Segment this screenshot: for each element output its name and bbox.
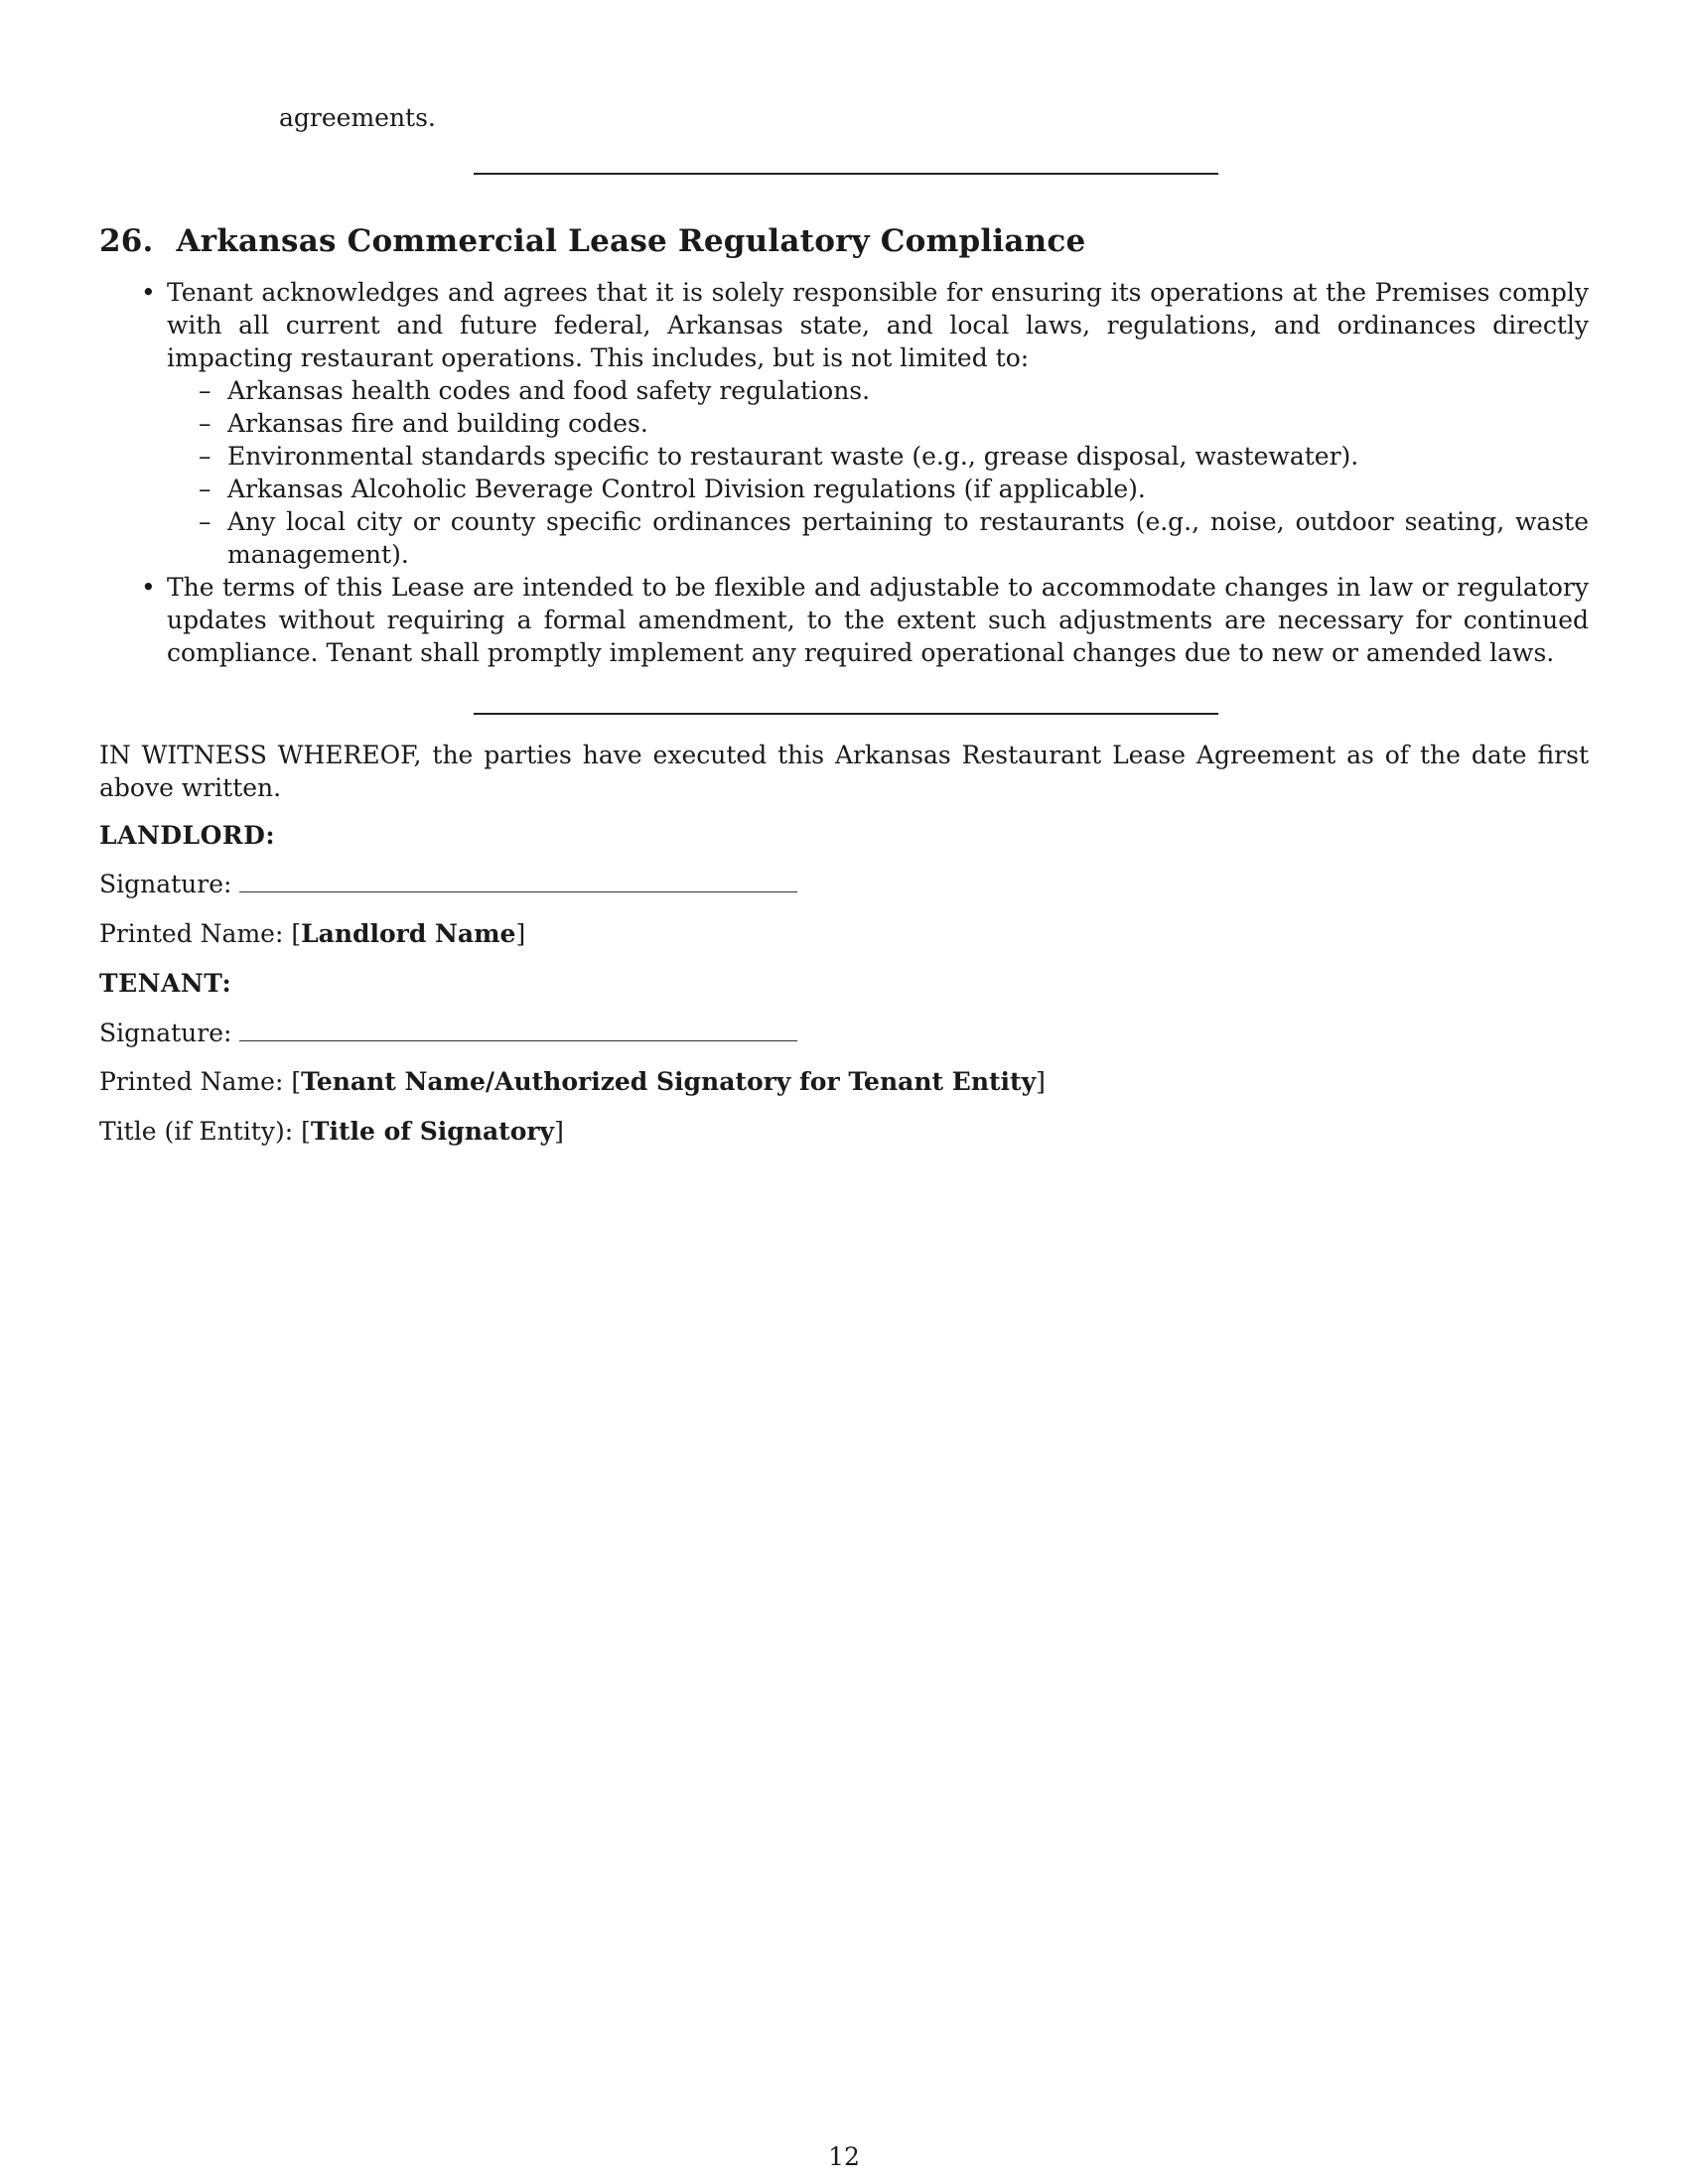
landlord-signature-line[interactable] xyxy=(239,870,797,892)
landlord-signature-label: Signature: xyxy=(99,870,232,898)
dash-icon: – xyxy=(199,376,211,405)
tenant-title-value: Title of Signatory xyxy=(310,1117,555,1146)
bullet-text: Tenant acknowledges and agrees that it is solely responsible for ensuring its operations at the Premises comply with all current and future federal, Arkansas state, and local laws, regulations, and ordinances directly impacting restaurant operations. This includes, but is not limited to: xyxy=(167,278,1589,372)
tenant-signature-line[interactable] xyxy=(239,1019,797,1041)
sub-item-text: Arkansas fire and building codes. xyxy=(227,409,648,438)
landlord-label: LANDLORD: xyxy=(99,821,276,850)
bullet-dot-icon: • xyxy=(141,573,156,602)
continuation-text: agreements. xyxy=(279,103,436,132)
sub-item-text: Any local city or county specific ordinances pertaining to restaurants (e.g., noise, outdoor seating, waste management). xyxy=(227,507,1589,569)
tenant-printed-name-row: Printed Name: [Tenant Name/Authorized Signatory for Tenant Entity] xyxy=(99,1067,1046,1096)
sub-item xyxy=(167,505,1589,571)
page-number: 12 xyxy=(828,2142,860,2171)
dash-icon: – xyxy=(199,442,211,471)
landlord-printed-name-label: Printed Name: xyxy=(99,919,284,948)
tenant-printed-name-value: Tenant Name/Authorized Signatory for Tenant Entity xyxy=(301,1067,1037,1096)
sub-item-text: Arkansas Alcoholic Beverage Control Division regulations (if applicable). xyxy=(227,475,1146,503)
section-bullet-list xyxy=(99,276,1589,669)
sub-item xyxy=(167,407,1589,440)
sub-item xyxy=(167,473,1589,505)
tenant-title-row: Title (if Entity): [Title of Signatory] xyxy=(99,1117,564,1146)
tenant-label: TENANT: xyxy=(99,969,232,998)
horizontal-rule xyxy=(474,713,1218,715)
tenant-printed-name-label: Printed Name: xyxy=(99,1067,284,1096)
horizontal-rule xyxy=(474,173,1218,175)
bullet-item xyxy=(99,571,1589,669)
tenant-title-label: Title (if Entity): xyxy=(99,1117,294,1146)
dash-icon: – xyxy=(199,507,211,536)
section-heading xyxy=(99,221,1085,261)
bullet-item xyxy=(99,276,1589,571)
sub-item-text: Arkansas health codes and food safety regulations. xyxy=(227,376,871,405)
witness-paragraph: IN WITNESS WHEREOF, the parties have executed this Arkansas Restaurant Lease Agreement as of the date first above written. xyxy=(99,741,1589,802)
landlord-signature-row xyxy=(99,868,1589,900)
sub-item xyxy=(167,440,1589,473)
tenant-signature-label: Signature: xyxy=(99,1019,232,1047)
section-number: 26. xyxy=(99,223,154,259)
sub-list xyxy=(167,374,1589,571)
tenant-signature-row xyxy=(99,1017,1589,1049)
landlord-printed-name-row: Printed Name: [Landlord Name] xyxy=(99,919,526,948)
dash-icon: – xyxy=(199,475,211,503)
bullet-dot-icon: • xyxy=(141,278,156,307)
section-title: Arkansas Commercial Lease Regulatory Compliance xyxy=(176,223,1086,259)
sub-item xyxy=(167,374,1589,407)
sub-item-text: Environmental standards specific to restaurant waste (e.g., grease disposal, wastewater). xyxy=(227,442,1359,471)
document-page xyxy=(99,0,1589,2184)
bullet-text: The terms of this Lease are intended to be flexible and adjustable to accommodate changes in law or regulatory updates without requiring a formal amendment, to the extent such adjustments are necessary for continued compliance. Tenant shall promptly implement any required operational changes due to new or amended laws. xyxy=(167,573,1589,667)
dash-icon: – xyxy=(199,409,211,438)
landlord-printed-name-value: Landlord Name xyxy=(301,919,516,948)
